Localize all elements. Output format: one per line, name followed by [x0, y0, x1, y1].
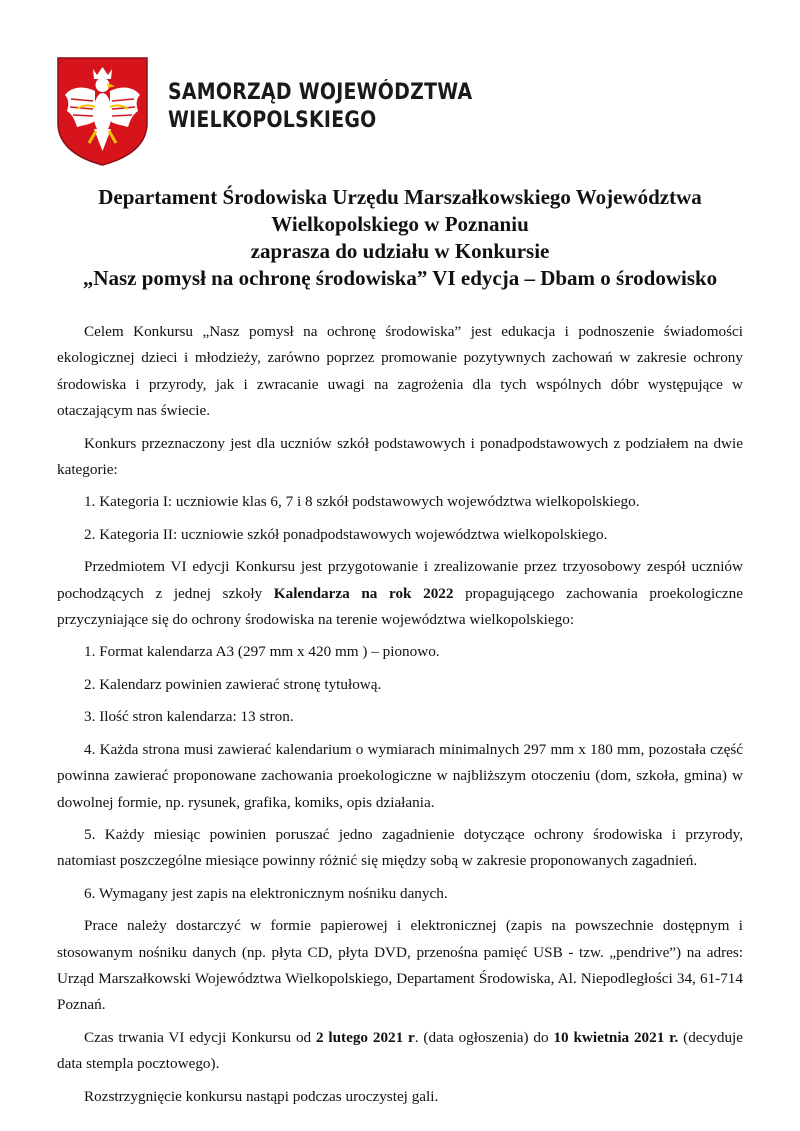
- coat-of-arms-eagle-icon: [55, 55, 150, 167]
- paragraph-subject: [57, 554, 743, 633]
- requirement-item: 2. Kalendarz powinien zawierać stronę tytułową.: [84, 675, 382, 693]
- requirement-item: 6. Wymagany jest zapis na elektronicznym nośniku danych.: [84, 884, 448, 902]
- paragraph-gala: Rozstrzygnięcie konkursu nastąpi podczas uroczystej gali.: [84, 1087, 439, 1105]
- paragraph-duration: [57, 1025, 743, 1078]
- start-date: 2 lutego 2021 r: [315, 1028, 415, 1046]
- requirement-item: 4. Każda strona musi zawierać kalendarium o wymiarach minimalnych 297 mm x 180 mm, pozostała część powinna zawierać proponowane zachowania proekologiczne w najbliższym otoczeniu (dom, szkoła, gmina) w dowolnej formie, np. rysunek, grafika, komiks, opis działania.: [57, 740, 743, 811]
- paragraph-delivery: Prace należy dostarczyć w formie papierowej i elektronicznej (zapis na powszechnie dostępnym i stosowanym nośniku danych (np. płyta CD, płyta DVD, przenośna pamięć USB - tzw. „pendrive”) na adres: Urząd Marszałkowski Województwa Wielkopolskiego, Departament Środowiska, Al. Niepodległości 34, 61-714 Poznań.: [57, 917, 743, 1014]
- heading-line-3: zaprasza do udziału w Konkursie: [250, 239, 550, 263]
- document-heading: [60, 184, 740, 292]
- paragraph-purpose: Celem Konkursu „Nasz pomysł na ochronę środowiska” jest edukacja i podnoszenie świadomości ekologicznej dzieci i młodzieży, zarówno poprzez promowanie pozytywnych zachowań w zakresie ochrony środowiska i przyrody, jak i zwracanie uwagi na zagrożenia dla tych wspólnych dóbr występujące w otaczającym nas świecie.: [57, 323, 743, 420]
- duration-text: Czas trwania VI edycji Konkursu od: [84, 1028, 316, 1046]
- logo-line-1: SAMORZĄD WOJEWÓDZTWA: [168, 80, 473, 105]
- category-item: 1. Kategoria I: uczniowie klas 6, 7 i 8 szkół podstawowych województwa wielkopolskiego.: [84, 493, 640, 511]
- document-body: [57, 319, 743, 1116]
- heading-line-2: Wielkopolskiego w Poznaniu: [271, 212, 529, 236]
- heading-line-4: „Nasz pomysł na ochronę środowiska” VI edycja – Dbam o środowisko: [82, 266, 718, 290]
- logo: [55, 55, 473, 167]
- paragraph-participants: Konkurs przeznaczony jest dla uczniów szkół podstawowych i ponadpodstawowych z podziałem na dwie kategorie:: [57, 434, 743, 479]
- subject-text: Przedmiotem VI edycji Konkursu jest przygotowanie i zrealizowanie przez trzyosobowy zespół uczniów pochodzących z jednej szkoły: [57, 558, 743, 602]
- end-date: 10 kwietnia 2021 r.: [553, 1028, 679, 1046]
- requirement-item: 3. Ilość stron kalendarza: 13 stron.: [84, 708, 294, 726]
- duration-text-mid: . (data ogłoszenia) do: [414, 1028, 554, 1046]
- subject-text-end: propagującego zachowania proekologiczne przyczyniające się do ochrony środowiska na terenie województwa wielkopolskiego:: [57, 584, 743, 629]
- category-item: 2. Kategoria II: uczniowie szkół ponadpodstawowych województwa wielkopolskiego.: [84, 525, 608, 543]
- requirement-item: 5. Każdy miesiąc powinien poruszać jedno zagadnienie dotyczące ochrony środowiska i przyrody, natomiast poszczególne miesiące powinny różnić się między sobą w zakresie proponowanych zagadnień.: [57, 825, 743, 870]
- subject-highlight: Kalendarza na rok 2022: [273, 584, 454, 602]
- logo-line-2: WIELKOPOLSKIEGO: [168, 108, 377, 133]
- heading-line-1: Departament Środowiska Urzędu Marszałkowskiego Województwa: [98, 185, 702, 209]
- requirement-item: 1. Format kalendarza A3 (297 mm x 420 mm ) – pionowo.: [84, 643, 440, 661]
- duration-text-end: (decyduje data stempla pocztowego).: [57, 1028, 744, 1073]
